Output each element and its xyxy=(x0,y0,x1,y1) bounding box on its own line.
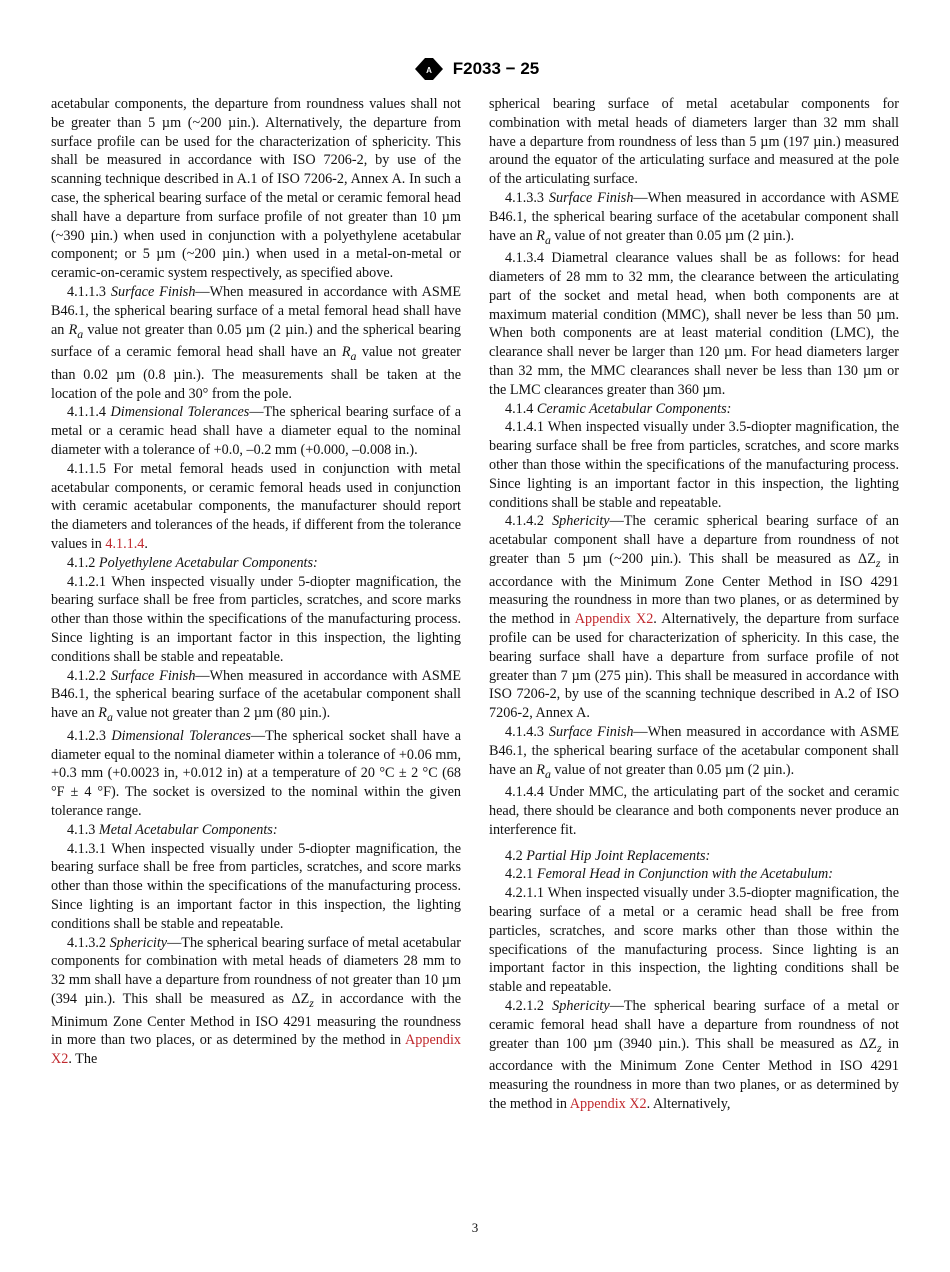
astm-logo-icon xyxy=(411,55,447,83)
section-heading: 4.2.1 Femoral Head in Conjunction with the Acetabulum: xyxy=(505,866,833,883)
paragraph: 4.1.3.4 Diametral clearance values shall be as follows: for head diameters of 28 mm to 32 mm, the clearance between the articulating part of the socket and metal head, when both components are at maximum material condition (MMC), shall never be less than 50 µm. When both components are at least material condition (LMC), the clearance shall never be larger than 120 µm. For head diameters larger than 32 mm, the MMC clearances shall never be less than 130 µm or the LMC clearances greater than 360 µm. xyxy=(489,250,899,398)
appendix-link[interactable]: Appendix X2 xyxy=(574,611,654,628)
paragraph: 4.1.2.3 Dimensional Tolerances—The spherical socket shall have a diameter equal to the nominal diameter within a tolerance of +0.06 mm, +0.3 mm (+0.0023 in, +0.012 in) at a temperature of 20 °C ± 2 °C (68 °F ± 4 °F). The socket is oversized to the nominal within the given tolerance range. xyxy=(51,727,461,819)
paragraph: 4.1.2.1 When inspected visually under 5-diopter magnification, the bearing surface shall be free from particles, scratches, and score marks other than those within the specifications of the manufacturing process. Since lighting is an important factor in this inspection, the lighting conditions shall be stable and repeatable. xyxy=(51,573,461,665)
paragraph: 4.1.4.1 When inspected visually under 3.5-diopter magnification, the bearing surface shall be free from particles, scratches, and score marks other than those within the specifications of the manufacturing process. Since lighting is an important factor in this inspection, the lighting conditions shall be stable and repeatable. xyxy=(489,419,899,511)
section-heading: 4.1.3 Metal Acetabular Components: xyxy=(67,821,278,838)
page-number: 3 xyxy=(471,1220,479,1235)
paragraph: 4.1.4.4 Under MMC, the articulating part of the socket and ceramic head, there should be clearance and both components never produce an interference fit. xyxy=(489,784,899,838)
appendix-link[interactable]: Appendix X2 xyxy=(569,1095,647,1112)
right-column xyxy=(489,95,899,1114)
paragraph: acetabular components, the departure from roundness values shall not be greater than 5 µm (~200 µin.). Alternatively, the departure from surface profile can be used for the characterization of sphericity. This shall be measured in accordance with ISO 7206-2, by use of the scanning technique described in A.1 of ISO 7206-2, Annex A. In such a case, the spherical bearing surface of the metal or ceramic femoral head shall have a departure from surface profile of not greater than 10 µm (~390 µin.) when used in conjunction with a polyethylene acetabular component; or 5 µm (~200 µin.) when used in a metal-on-metal or ceramic-on-ceramic system respectively, as specified above. xyxy=(51,96,461,282)
appendix-link[interactable]: Appendix X2 xyxy=(51,1032,461,1068)
document-designation: F2033 − 25 xyxy=(452,59,540,78)
paragraph: 4.1.1.5 For metal femoral heads used in conjunction with metal acetabular components, or ceramic femoral heads used in conjunction with ceramic acetabular components, the manufacturer should report the diameters and tolerances of the heads, if different from the tolerance values in 4.1.1.4. xyxy=(51,460,461,552)
paragraph: spherical bearing surface of metal acetabular components for combination with metal heads of diameters larger than 32 mm shall have a departure from roundness of less than 5 µm (197 µin.) measured around the equator of the articulating surface and measured at the pole of the articulating surface. xyxy=(489,96,899,188)
paragraph: 4.1.3.2 Sphericity—The spherical bearing surface of metal acetabular components for combination with metal heads of diameters 28 mm to 32 mm shall have a departure from roundness of not greater than 10 µm (394 µin.). This shall be measured as $\Delta Z_z$ in accordance with the Minimum Zone Center Method in ISO 4291 measuring the roundness in more than two places, or as determined by the method in Appendix X2. The xyxy=(51,934,462,1068)
paragraph: 4.1.2.2 Surface Finish—When measured in accordance with ASME B46.1, the spherical bearing surface of the acetabular component shall have an $R_a$ value not greater than 2 µm (80 µin.). xyxy=(51,667,462,724)
paragraph: 4.1.4.2 Sphericity—The ceramic spherical bearing surface of an acetabular component shall have a departure from roundness of not greater than 5 µm (~200 µin.). This shall be measured as $\Delta Z_z$ in accordance with the Minimum Zone Center Method in ISO 4291 measuring the roundness in more than two planes, or as determined by the method in Appendix X2. Alternatively, the departure from surface profile can be used for characterization of sphericity. In this case, the bearing surface shall have a departure from surface profile of not greater than 7 µm (275 µin). This shall be measured in accordance with ISO 7206-2, by use of the scanning technique described in A.2 of ISO 7206-2, Annex A. xyxy=(489,513,900,722)
paragraph: 4.1.1.4 Dimensional Tolerances—The spherical bearing surface of a metal or a ceramic head shall have a diameter equal to the nominal diameter with a tolerance of +0.0, –0.2 mm (+0.000, –0.008 in.). xyxy=(51,404,461,458)
paragraph: 4.2.1.1 When inspected visually under 3.5-diopter magnification, the bearing surface of a metal or a ceramic head shall be free from particles, scratches, and score marks other than those within the specifications of the manufacturing process. Since lighting is an important factor in this inspection, the lighting conditions shall be stable and repeatable. xyxy=(489,885,899,996)
paragraph: 4.1.1.3 Surface Finish—When measured in accordance with ASME B46.1, the spherical bearing surface of a metal femoral head shall have an $R_a$ value not greater than 0.05 µm (2 µin.) and the spherical bearing surface of a ceramic femoral head shall have an $R_a$ value not greater than 0.02 µm (0.8 µin.). The measurements shall be taken at the location of the pole and 30° from the pole. xyxy=(51,283,462,402)
svg-text:A: A xyxy=(425,66,432,75)
paragraph: 4.1.3.3 Surface Finish—When measured in accordance with ASME B46.1, the spherical bearing surface of the acetabular component shall have an $R_a$ value of not greater than 0.05 µm (2 µin.). xyxy=(489,189,900,247)
paragraph: 4.1.3.1 When inspected visually under 5-diopter magnification, the bearing surface shall be free from particles, scratches, and score marks other than those within the specifications of the manufacturing process. Since lighting is an important factor in this inspection, the lighting conditions shall be stable and repeatable. xyxy=(51,840,461,932)
left-column xyxy=(51,95,461,1069)
section-heading: 4.1.4 Ceramic Acetabular Components: xyxy=(505,400,732,417)
section-link[interactable]: 4.1.1.4 xyxy=(105,535,145,552)
paragraph: 4.1.4.3 Surface Finish—When measured in accordance with ASME B46.1, the spherical bearing surface of the acetabular component shall have an $R_a$ value of not greater than 0.05 µm (2 µin.). xyxy=(489,723,900,781)
section-heading: 4.1.2 Polyethylene Acetabular Components: xyxy=(67,554,318,571)
paragraph: 4.2.1.2 Sphericity—The spherical bearing surface of a metal or ceramic femoral head shall have a departure from roundness of not greater than 100 µm (3940 µin.). This shall be measured as $\Delta Z_z$ in accordance with the Minimum Zone Center Method in ISO 4291 measuring the roundness in more than two planes, or as determined by the method in Appendix X2. Alternatively, xyxy=(489,997,900,1112)
section-heading: 4.2 Partial Hip Joint Replacements: xyxy=(505,847,711,864)
page-header xyxy=(0,55,950,83)
